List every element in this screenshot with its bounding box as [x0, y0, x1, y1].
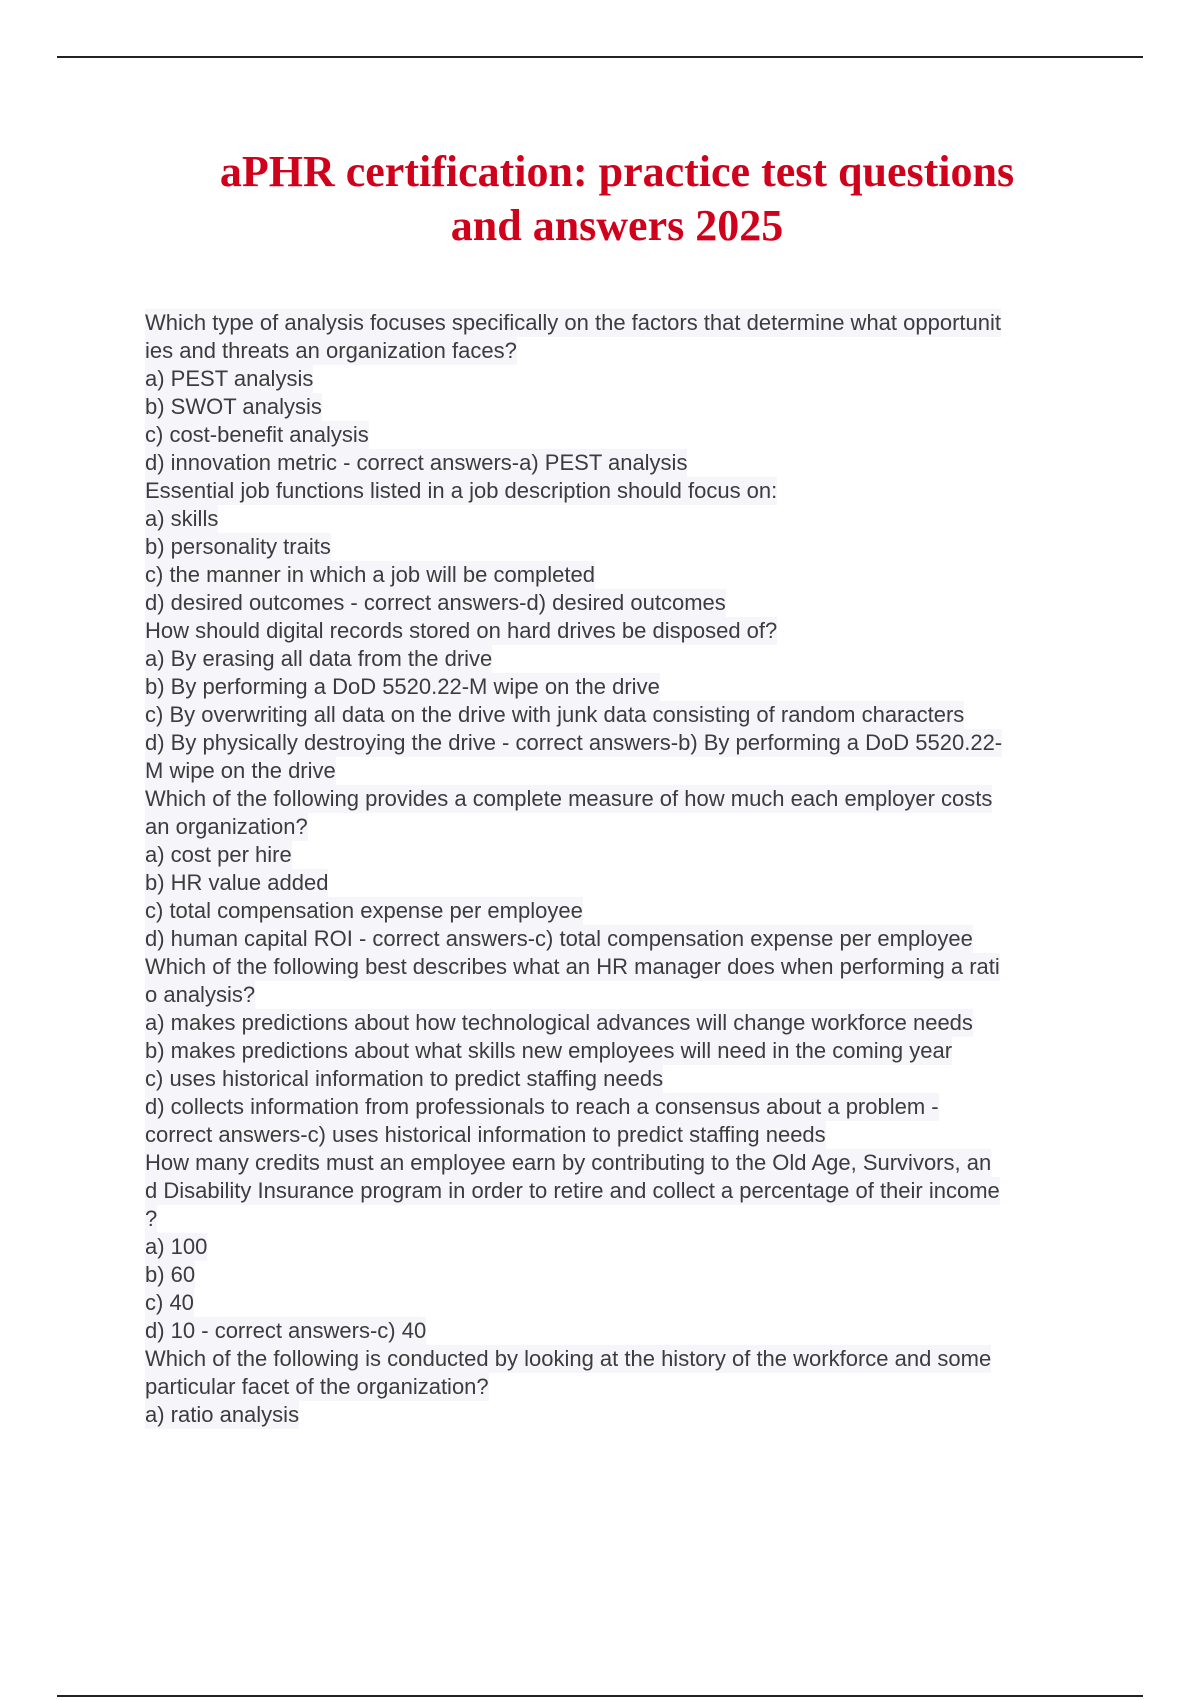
text-line: o analysis? — [145, 982, 256, 1007]
text-line: an organization? — [145, 814, 308, 839]
bottom-rule — [57, 1695, 1143, 1697]
text-line: c) uses historical information to predict staffing needs — [145, 1066, 664, 1091]
text-line: Which of the following provides a complete measure of how much each employer costs — [145, 786, 993, 811]
text-line: a) cost per hire — [145, 842, 292, 867]
text-line: ? — [145, 1206, 158, 1231]
top-rule — [57, 56, 1143, 58]
text-line: b) SWOT analysis — [145, 394, 322, 419]
text-line: a) By erasing all data from the drive — [145, 646, 493, 671]
text-line: b) HR value added — [145, 870, 329, 895]
text-line: b) 60 — [145, 1262, 196, 1287]
text-line: d) innovation metric - correct answers-a) PEST analysis — [145, 450, 688, 475]
text-line: c) the manner in which a job will be completed — [145, 562, 596, 587]
text-line: Which type of analysis focuses specifically on the factors that determine what opportunit — [145, 310, 1001, 335]
text-line: d) 10 - correct answers-c) 40 — [145, 1318, 427, 1343]
text-line: Essential job functions listed in a job description should focus on: — [145, 478, 778, 503]
text-line: c) By overwriting all data on the drive with junk data consisting of random characters — [145, 702, 965, 727]
text-line: Which of the following best describes what an HR manager does when performing a rati — [145, 954, 1000, 979]
question-list — [145, 309, 1095, 1429]
text-line: c) cost-benefit analysis — [145, 422, 369, 447]
text-line: b) makes predictions about what skills new employees will need in the coming year — [145, 1038, 953, 1063]
title-line: and answers 2025 — [450, 201, 784, 250]
text-line: d) human capital ROI - correct answers-c) total compensation expense per employee — [145, 926, 973, 951]
text-line: b) By performing a DoD 5520.22-M wipe on the drive — [145, 674, 660, 699]
text-line: b) personality traits — [145, 534, 331, 559]
text-line: How many credits must an employee earn by contributing to the Old Age, Survivors, an — [145, 1150, 992, 1175]
text-line: d) By physically destroying the drive - correct answers-b) By performing a DoD 5520.22- — [145, 730, 1003, 755]
text-line: a) skills — [145, 506, 219, 531]
text-line: How should digital records stored on hard drives be disposed of? — [145, 618, 778, 643]
document-title — [0, 145, 1200, 253]
text-line: a) 100 — [145, 1234, 208, 1259]
text-line: d) collects information from professionals to reach a consensus about a problem - — [145, 1094, 939, 1119]
text-line: d) desired outcomes - correct answers-d) desired outcomes — [145, 590, 726, 615]
text-line: Which of the following is conducted by looking at the history of the workforce and some — [145, 1346, 992, 1371]
title-line: aPHR certification: practice test questions — [219, 147, 1015, 196]
text-line: a) ratio analysis — [145, 1402, 300, 1427]
text-line: c) 40 — [145, 1290, 194, 1315]
text-line: M wipe on the drive — [145, 758, 336, 783]
text-line: particular facet of the organization? — [145, 1374, 489, 1399]
text-line: correct answers-c) uses historical information to predict staffing needs — [145, 1122, 826, 1147]
text-line: d Disability Insurance program in order to retire and collect a percentage of their income — [145, 1178, 1000, 1203]
text-line: a) makes predictions about how technological advances will change workforce needs — [145, 1010, 973, 1035]
text-line: c) total compensation expense per employee — [145, 898, 583, 923]
text-line: a) PEST analysis — [145, 366, 314, 391]
text-line: ies and threats an organization faces? — [145, 338, 517, 363]
